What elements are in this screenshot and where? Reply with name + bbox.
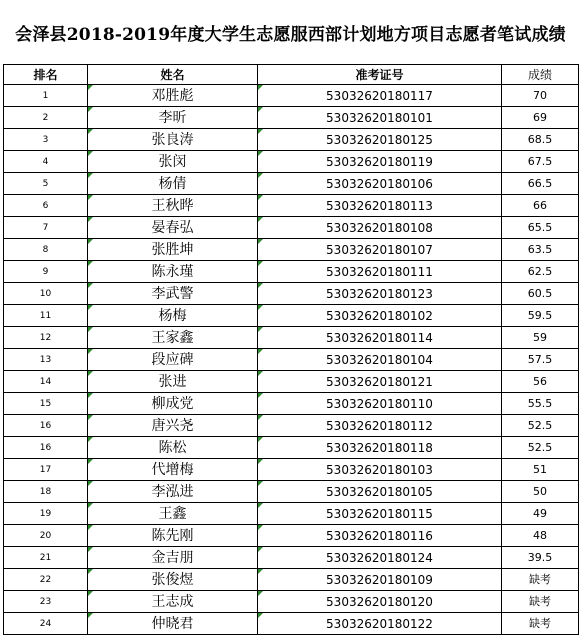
exam-id-cell[interactable]: 53032620180112 [258,415,502,437]
table-row [4,459,579,481]
name-cell[interactable]: 张俊煜 [88,569,258,591]
exam-id-cell[interactable]: 53032620180122 [258,613,502,635]
name-cell[interactable]: 张良涛 [88,129,258,151]
table-row [4,107,579,129]
table-row [4,129,579,151]
score-cell[interactable]: 59.5 [502,305,579,327]
score-cell[interactable]: 49 [502,503,579,525]
rank-cell[interactable]: 17 [4,459,88,481]
table-row [4,151,579,173]
name-cell[interactable]: 张进 [88,371,258,393]
score-cell[interactable]: 62.5 [502,261,579,283]
table-row [4,547,579,569]
table-row [4,613,579,635]
exam-id-cell[interactable]: 53032620180110 [258,393,502,415]
rank-cell[interactable]: 5 [4,173,88,195]
score-cell[interactable]: 缺考 [502,569,579,591]
exam-id-cell[interactable]: 53032620180103 [258,459,502,481]
score-cell[interactable]: 51 [502,459,579,481]
name-cell[interactable]: 代增梅 [88,459,258,481]
name-cell[interactable]: 杨梅 [88,305,258,327]
name-cell[interactable]: 杨倩 [88,173,258,195]
table-row [4,173,579,195]
table-row [4,349,579,371]
exam-id-cell[interactable]: 53032620180102 [258,305,502,327]
table-row [4,305,579,327]
exam-id-cell[interactable]: 53032620180114 [258,327,502,349]
exam-id-cell[interactable]: 53032620180101 [258,107,502,129]
score-cell[interactable]: 52.5 [502,415,579,437]
rank-cell[interactable]: 13 [4,349,88,371]
name-cell[interactable]: 金吉朋 [88,547,258,569]
name-cell[interactable]: 李泓进 [88,481,258,503]
score-cell[interactable]: 56 [502,371,579,393]
table-row [4,591,579,613]
rank-cell[interactable]: 18 [4,481,88,503]
name-cell[interactable]: 李昕 [88,107,258,129]
name-cell[interactable]: 邓胜彪 [88,85,258,107]
score-cell[interactable]: 52.5 [502,437,579,459]
exam-id-cell[interactable]: 53032620180108 [258,217,502,239]
exam-id-cell[interactable]: 53032620180109 [258,569,502,591]
exam-id-cell[interactable]: 53032620180116 [258,525,502,547]
rank-cell[interactable]: 10 [4,283,88,305]
rank-cell[interactable]: 2 [4,107,88,129]
rank-cell[interactable]: 23 [4,591,88,613]
rank-cell[interactable]: 16 [4,415,88,437]
score-cell[interactable]: 48 [502,525,579,547]
header-score[interactable]: 成绩 [502,65,579,85]
score-cell[interactable]: 57.5 [502,349,579,371]
table-row [4,415,579,437]
score-cell[interactable]: 69 [502,107,579,129]
table-row [4,437,579,459]
rank-cell[interactable]: 15 [4,393,88,415]
exam-id-cell[interactable]: 53032620180113 [258,195,502,217]
exam-id-cell[interactable]: 53032620180121 [258,371,502,393]
table-row [4,525,579,547]
exam-id-cell[interactable]: 53032620180119 [258,151,502,173]
score-cell[interactable]: 39.5 [502,547,579,569]
name-cell[interactable]: 段应碑 [88,349,258,371]
table-row [4,481,579,503]
score-cell[interactable]: 50 [502,481,579,503]
exam-id-cell[interactable]: 53032620180125 [258,129,502,151]
exam-id-cell[interactable]: 53032620180115 [258,503,502,525]
exam-id-cell[interactable]: 53032620180124 [258,547,502,569]
exam-id-cell[interactable]: 53032620180123 [258,283,502,305]
name-cell[interactable]: 王鑫 [88,503,258,525]
name-cell[interactable]: 王志成 [88,591,258,613]
rank-cell[interactable]: 9 [4,261,88,283]
name-cell[interactable]: 张胜坤 [88,239,258,261]
rank-cell[interactable]: 14 [4,371,88,393]
rank-cell[interactable]: 19 [4,503,88,525]
name-cell[interactable]: 陈松 [88,437,258,459]
name-cell[interactable]: 张闵 [88,151,258,173]
rank-cell[interactable]: 7 [4,217,88,239]
rank-cell[interactable]: 11 [4,305,88,327]
name-cell[interactable]: 王家鑫 [88,327,258,349]
score-cell[interactable]: 60.5 [502,283,579,305]
rank-cell[interactable]: 24 [4,613,88,635]
header-row [4,65,579,85]
name-cell[interactable]: 唐兴尧 [88,415,258,437]
rank-cell[interactable]: 1 [4,85,88,107]
name-cell[interactable]: 李武警 [88,283,258,305]
table-row [4,503,579,525]
rank-cell[interactable]: 20 [4,525,88,547]
rank-cell[interactable]: 22 [4,569,88,591]
score-cell[interactable]: 63.5 [502,239,579,261]
score-cell[interactable]: 59 [502,327,579,349]
rank-cell[interactable]: 16 [4,437,88,459]
table-row [4,239,579,261]
table-body [4,85,579,635]
exam-id-cell[interactable]: 53032620180111 [258,261,502,283]
exam-id-cell[interactable]: 53032620180117 [258,85,502,107]
header-name[interactable]: 姓名 [88,65,258,85]
score-cell[interactable]: 65.5 [502,217,579,239]
exam-id-cell[interactable]: 53032620180105 [258,481,502,503]
score-cell[interactable]: 70 [502,85,579,107]
table-row [4,283,579,305]
table-row [4,195,579,217]
score-cell[interactable]: 67.5 [502,151,579,173]
score-cell[interactable]: 缺考 [502,591,579,613]
score-cell[interactable]: 66.5 [502,173,579,195]
exam-id-cell[interactable]: 53032620180120 [258,591,502,613]
table-row [4,327,579,349]
name-cell[interactable]: 晏春弘 [88,217,258,239]
scores-table [3,64,579,635]
rank-cell[interactable]: 8 [4,239,88,261]
name-cell[interactable]: 仲晓君 [88,613,258,635]
exam-id-cell[interactable]: 53032620180106 [258,173,502,195]
rank-cell[interactable]: 4 [4,151,88,173]
table-row [4,569,579,591]
exam-id-cell[interactable]: 53032620180107 [258,239,502,261]
name-cell[interactable]: 王秋晔 [88,195,258,217]
score-cell[interactable]: 68.5 [502,129,579,151]
name-cell[interactable]: 柳成党 [88,393,258,415]
rank-cell[interactable]: 12 [4,327,88,349]
table-row [4,261,579,283]
table-row [4,371,579,393]
score-cell[interactable]: 55.5 [502,393,579,415]
rank-cell[interactable]: 6 [4,195,88,217]
table-row [4,85,579,107]
page-title: 会泽县2018-2019年度大学生志愿服西部计划地方项目志愿者笔试成绩 [15,24,566,45]
rank-cell[interactable]: 21 [4,547,88,569]
rank-cell[interactable]: 3 [4,129,88,151]
table-row [4,217,579,239]
table-row [4,393,579,415]
name-cell[interactable]: 陈先刚 [88,525,258,547]
header-rank[interactable]: 排名 [4,65,88,85]
score-cell[interactable]: 缺考 [502,613,579,635]
score-cell[interactable]: 66 [502,195,579,217]
header-id[interactable]: 准考证号 [258,65,502,85]
exam-id-cell[interactable]: 53032620180104 [258,349,502,371]
name-cell[interactable]: 陈永瑾 [88,261,258,283]
exam-id-cell[interactable]: 53032620180118 [258,437,502,459]
